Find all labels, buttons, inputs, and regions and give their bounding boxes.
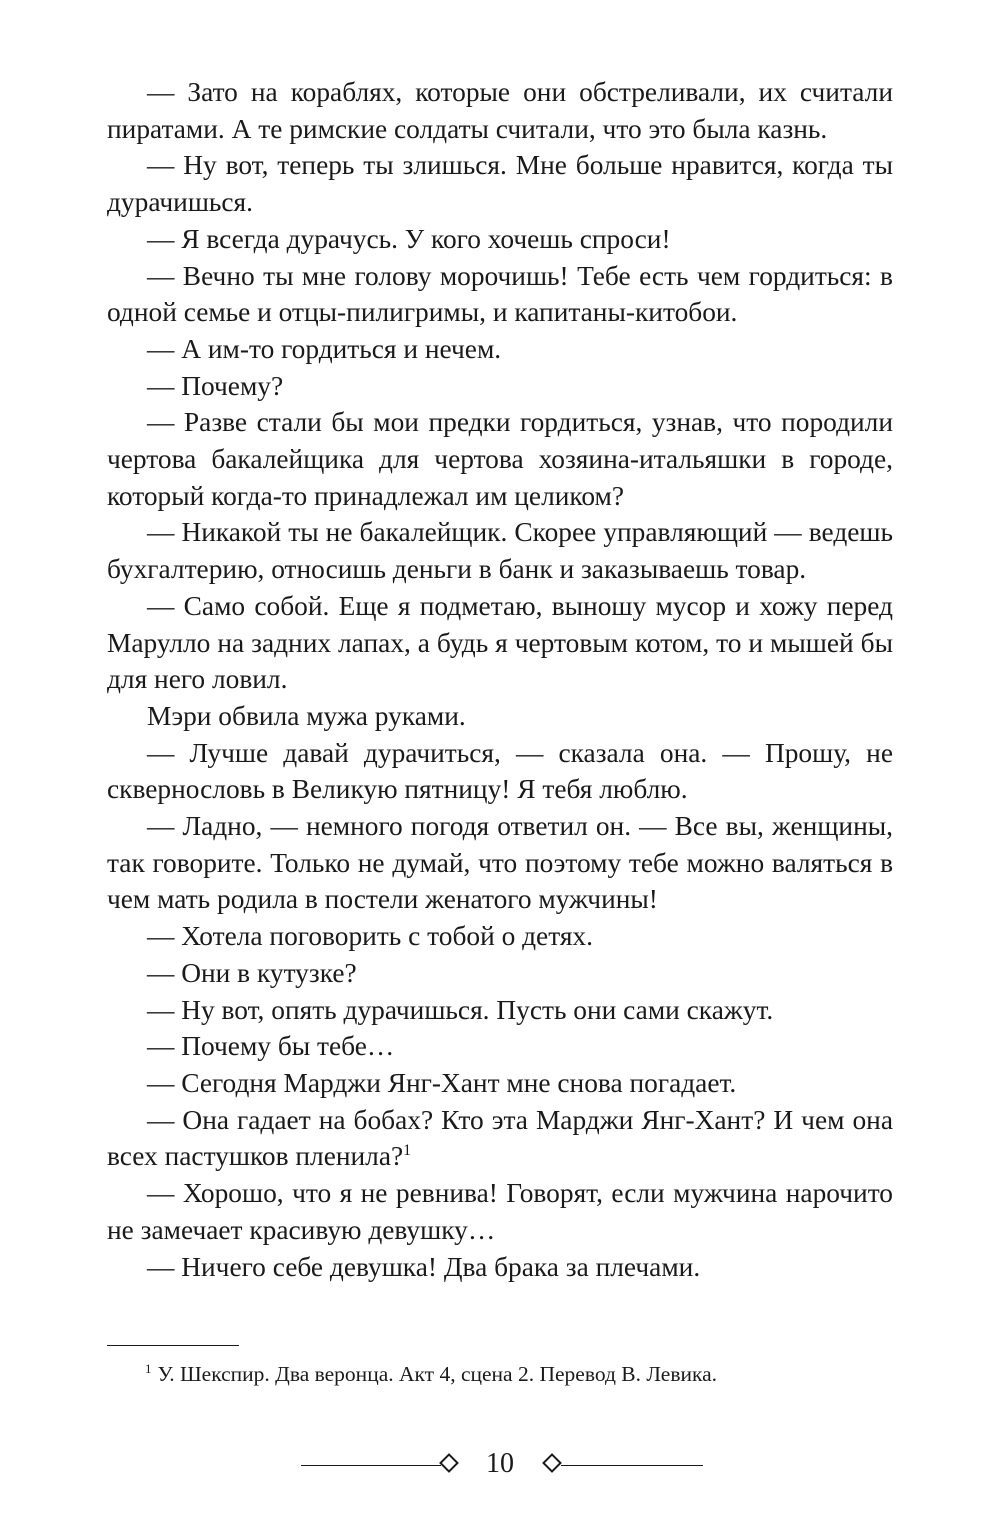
paragraph: — Почему? bbox=[147, 370, 284, 401]
paragraph: — Хотела поговорить с тобой о детях. bbox=[147, 921, 593, 952]
footnote bbox=[145, 1360, 905, 1388]
paragraph: — Ну вот, опять дурачишься. Пусть они сами скажут. bbox=[147, 994, 774, 1025]
paragraph: — Никакой ты не бакалейщик. Скорее управляющий — ведешь бухгалтерию, относишь деньги в банк и заказываешь товар. bbox=[107, 517, 893, 585]
paragraph: — Зато на кораблях, которые они обстреливали, их считали пиратами. А те римские солдаты считали, что это была казнь. bbox=[107, 77, 893, 144]
paragraph: — Ну вот, теперь ты злишься. Мне больше нравится, когда ты дурачишься. bbox=[107, 150, 893, 218]
main-text bbox=[107, 74, 893, 1285]
footer-rule-left bbox=[301, 1465, 441, 1466]
paragraph: — Ничего себе девушка! Два брака за плечами. bbox=[147, 1251, 701, 1282]
paragraph: — Вечно ты мне голову морочишь! Тебе есть чем гордиться: в одной семье и отцы-пилигримы, и капитаны-китобои. bbox=[107, 260, 893, 328]
paragraph: Мэри обвила мужа руками. bbox=[147, 700, 466, 731]
paragraph-text: — Она гадает на бобах? Кто эта Марджи Янг-Хант? И чем она всех пастушков пленила? bbox=[107, 1104, 893, 1172]
paragraph-with-footnote bbox=[107, 1102, 893, 1175]
paragraph: — Почему бы тебе… bbox=[147, 1031, 395, 1062]
paragraph: — Лучше давай дурачиться, — сказала она. — Прошу, не сквернословь в Великую пятницу! Я тебя люблю. bbox=[107, 737, 893, 805]
diamond-ornament-icon bbox=[439, 1453, 459, 1473]
page-footer bbox=[0, 1443, 1000, 1487]
footnote-text: У. Шекспир. Два веронца. Акт 4, сцена 2. Перевод В. Левика. bbox=[157, 1362, 718, 1386]
diamond-ornament-icon bbox=[542, 1453, 562, 1473]
footnote-separator bbox=[107, 1345, 239, 1346]
paragraph: — Сегодня Марджи Янг-Хант мне снова погадает. bbox=[147, 1067, 737, 1098]
paragraph: — Они в кутузке? bbox=[147, 957, 357, 988]
paragraph: — А им-то гордиться и нечем. bbox=[147, 333, 502, 364]
paragraph: — Разве стали бы мои предки гордиться, узнав, что породили чертова бакалейщика для чертова хозяина-итальяшки в городе, который когда-то принадлежал им целиком? bbox=[107, 407, 893, 511]
footer-rule-right bbox=[561, 1465, 703, 1466]
paragraph: — Я всегда дурачусь. У кого хочешь спроси! bbox=[147, 223, 671, 254]
paragraph: — Само собой. Еще я подметаю, выношу мусор и хожу перед Марулло на задних лапах, а будь я чертовым котом, то и мышей бы для него ловил. bbox=[107, 590, 893, 695]
footnote-marker: 1 bbox=[145, 1360, 152, 1376]
paragraph: — Ладно, — немного погодя ответил он. — Все вы, женщины, так говорите. Только не думай, что поэтому тебе можно валяться в чем мать родила в постели женатого мужчины! bbox=[107, 811, 893, 915]
paragraph: — Хорошо, что я не ревнива! Говорят, если мужчина нарочито не замечает красивую девушку… bbox=[107, 1178, 893, 1245]
footnote-reference: 1 bbox=[403, 1142, 412, 1160]
page-number: 10 bbox=[486, 1448, 514, 1479]
